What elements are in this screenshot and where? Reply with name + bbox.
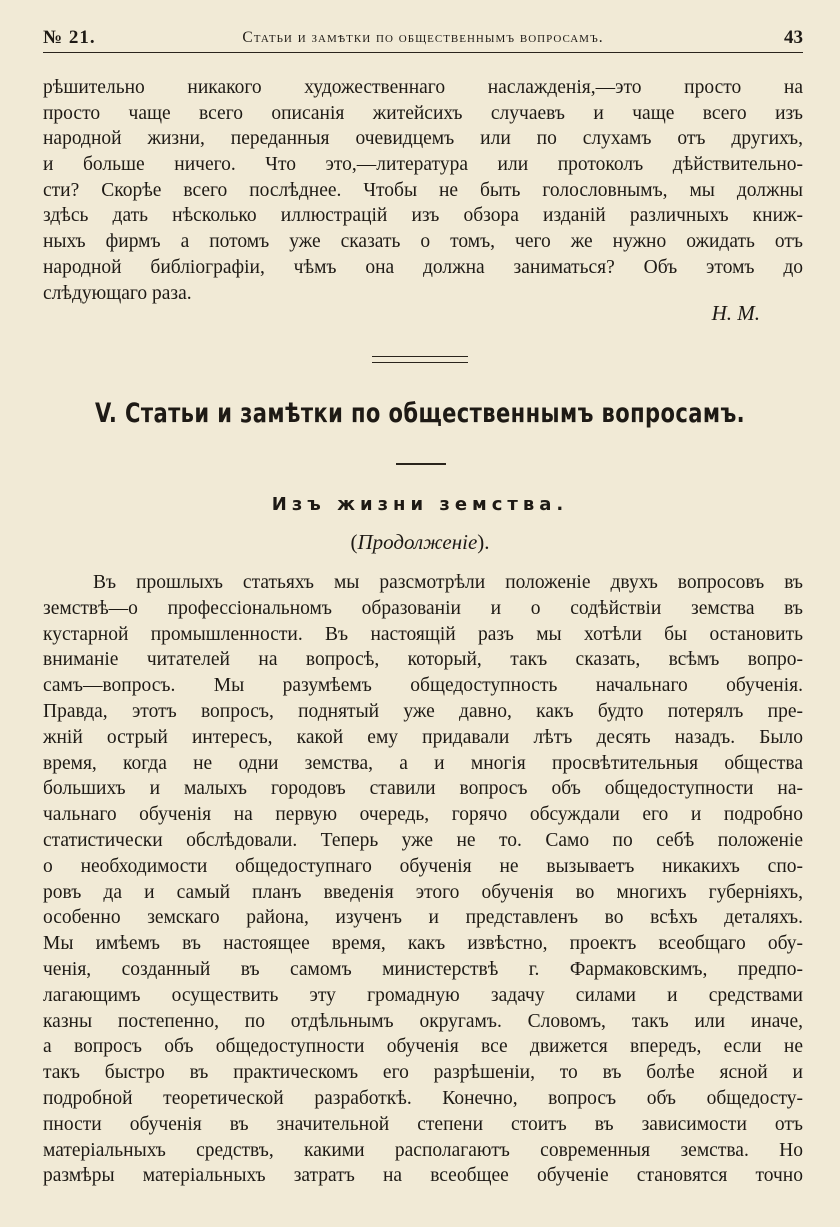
text-line: народной жизни, переданныя очевидцемъ или по слухамъ отъ другихъ,: [43, 128, 803, 150]
text-line: ровъ да и самый планъ введенія этого обученія во многихъ губерніяхъ,: [43, 881, 803, 903]
text-line: размѣры матеріальныхъ затратъ на всеобщее обученіе становятся точно: [43, 1165, 803, 1187]
text-line: лагающимъ осуществить эту громадную задачу силами и средствами: [43, 984, 803, 1006]
running-title: Статьи и замѣтки по общественнымъ вопросамъ.: [242, 29, 604, 46]
previous-article-text: [43, 75, 803, 306]
author-signature: Н. М.: [711, 301, 760, 325]
section-divider: [372, 356, 468, 363]
text-line: такъ быстро въ практическомъ его разрѣшеніи, то въ болѣе ясной и: [43, 1062, 803, 1084]
text-line: рѣшительно никакого художественнаго наслажденія,—это просто на: [43, 77, 803, 98]
section-heading: V. Статьи и замѣтки по общественнымъ вопросамъ.: [94, 398, 746, 429]
text-line: здѣсь дать нѣсколько иллюстрацій изъ обзора изданій различныхъ книж-: [43, 205, 803, 227]
text-line: матеріальныхъ средствъ, какими располагаютъ современныя земства. Но: [43, 1139, 803, 1161]
text-line: кустарной промышленности. Въ настоящій разъ мы хотѣли бы остановить: [43, 623, 803, 645]
text-line: чальнаго обученія на первую очередь, горячо обсуждали его и подробно: [43, 804, 803, 826]
text-line: ченія, созданный въ самомъ министерствѣ г. Фармаковскимъ, предпо-: [43, 958, 803, 980]
issue-number: № 21.: [43, 27, 96, 48]
text-line: и больше ничего. Что это,—литература или протоколъ дѣйствительно-: [43, 154, 803, 176]
text-line: земствѣ—о профессіональномъ образованіи и о содѣйствіи земства въ: [43, 597, 803, 619]
page-number: 43: [784, 27, 803, 48]
text-line: слѣдующаго раза.: [43, 282, 192, 304]
text-line: особенно земскаго района, изученъ и представленъ во всѣхъ деталяхъ.: [43, 907, 803, 929]
article-body: [43, 570, 803, 1189]
text-line: пности обученія въ значительной степени стоитъ въ зависимости отъ: [43, 1113, 803, 1135]
text-line: время, когда не одни земства, а и многія просвѣтительныя общества: [43, 752, 803, 774]
continued-close: ).: [477, 530, 490, 554]
text-line: Правда, этотъ вопросъ, поднятый уже давно, какъ будто потерялъ пре-: [43, 700, 803, 722]
article-title: Изъ жизни земства.: [271, 494, 569, 515]
continued-word: Продолженіе: [357, 530, 478, 554]
text-line: ныхъ фирмъ а потомъ уже сказать о томъ, чего же нужно ожидать отъ: [43, 231, 803, 253]
text-line: вниманіе читателей на вопросѣ, который, такъ сказать, всѣмъ вопро-: [43, 649, 803, 671]
text-line: статистически обслѣдовали. Теперь уже не то. Само по себѣ положеніе: [43, 829, 803, 851]
text-line: Мы имѣемъ въ настоящее время, какъ извѣстно, проектъ всеобщаго обу-: [43, 933, 803, 955]
continued-note: [0, 530, 840, 555]
text-line: народной библіографіи, чѣмъ она должна заниматься? Объ этомъ до: [43, 256, 803, 278]
text-line: просто чаще всего описанія житейсихъ случаевъ и чаще всего изъ: [43, 102, 803, 124]
text-line: казны постепенно, по отдѣльнымъ округамъ. Словомъ, такъ или иначе,: [43, 1010, 803, 1032]
text-line: о необходимости общедоступнаго обученія не вызываетъ никакихъ спо-: [43, 855, 803, 877]
text-line: жній острый интересъ, какой ему придавали лѣтъ десять назадъ. Было: [43, 726, 803, 748]
text-line: сти? Скорѣе всего послѣднее. Чтобы не быть голословнымъ, мы должны: [43, 179, 803, 201]
text-line: а вопросъ объ общедоступности обученія все движется впередъ, если не: [43, 1036, 803, 1058]
text-line: самъ—вопросъ. Мы разумѣемъ общедоступность начальнаго обученія.: [43, 675, 803, 697]
running-header: [43, 26, 803, 53]
text-line: Въ прошлыхъ статьяхъ мы разсмотрѣли положеніе двухъ вопросовъ въ: [93, 572, 803, 593]
continued-open: (: [350, 530, 358, 554]
text-line: большихъ и малыхъ городовъ ставили вопросъ объ общедоступности на-: [43, 778, 803, 800]
text-line: подробной теоретической разработкѣ. Конечно, вопросъ объ общедосту-: [43, 1087, 803, 1109]
heading-rule: [396, 463, 446, 465]
